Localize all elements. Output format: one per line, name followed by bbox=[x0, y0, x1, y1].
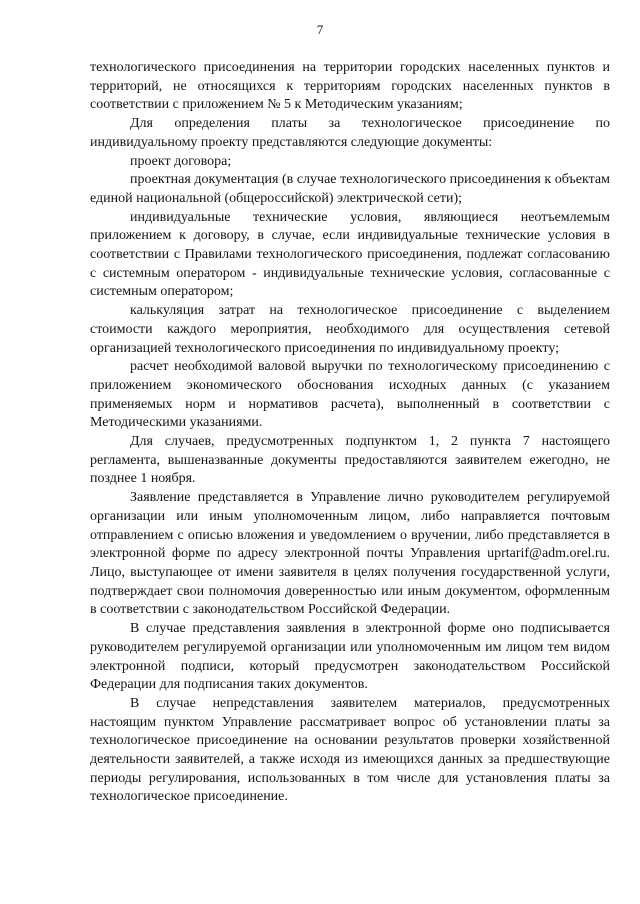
page-number: 7 bbox=[316, 22, 324, 37]
list-item-project-documentation: проектная документация (в случае технологического присоединения к объектам единой национальной (общероссийской) электрической сети); bbox=[90, 172, 610, 206]
list-item-revenue-calculation: расчет необходимой валовой выручки по технологическому присоединению с приложением экономического обоснования исходных данных (с указанием применяемых норм и нормативов расчета), выполненный в соответствии с Методическими указаниями. bbox=[90, 359, 610, 431]
paragraph-continuation: технологического присоединения на территории городских населенных пунктов и территорий, не относящихся к территориям городских населенных пунктов в соответствии с приложением № 5 к Методическим указаниям; bbox=[90, 60, 610, 113]
paragraph-non-submission: В случае непредставления заявителем материалов, предусмотренных настоящим пунктом Управление рассматривает вопрос об установлении платы за технологическое присоединение на основании результатов проверки хозяйственной деятельности заявителей, а также исходя из имеющихся данных за предшествующие периоды регулирования, использованных в том числе для установления платы за технологическое присоединение. bbox=[90, 695, 610, 805]
list-item-cost-calculation: калькуляция затрат на технологическое присоединение с выделением стоимости каждого мероприятия, необходимого для осуществления сетевой организацией технологического присоединения по индивидуальному проекту; bbox=[90, 303, 610, 356]
list-item-technical-conditions: индивидуальные технические условия, являющиеся неотъемлемым приложением к договору, в случае, если индивидуальные технические условия в соответствии с Правилами технологического присоединения, подлежат согласованию с системным оператором - индивидуальные технические условия, согласованные с системным оператором; bbox=[90, 209, 610, 300]
paragraph-application-submission: Заявление представляется в Управление лично руководителем регулируемой организации или иным уполномоченным лицом, либо направляется почтовым отправлением с описью вложения и уведомлением о вручении, либо представляется в электронной форме по адресу электронной почты Управления uprtarif@adm.orel.ru. Лицо, выступающее от имени заявителя в целях получения государственной услуги, подтверждает свои полномочия доверенностью или иным документом, оформленным в соответствии с законодательством Российской Федерации. bbox=[90, 490, 610, 618]
list-item-contract-draft: проект договора; bbox=[130, 153, 232, 169]
paragraph-annual-deadline: Для случаев, предусмотренных подпунктом 1, 2 пункта 7 настоящего регламента, вышеназванные документы предоставляются заявителем ежегодно, не позднее 1 ноября. bbox=[90, 434, 610, 487]
paragraph-electronic-signature: В случае представления заявления в электронной форме оно подписывается руководителем регулируемой организации или уполномоченным им лицом тем видом электронной подписи, который предусмотрен законодательством Российской Федерации для подписания таких документов. bbox=[90, 621, 610, 693]
paragraph-documents-intro: Для определения платы за технологическое присоединение по индивидуальному проекту представляются следующие документы: bbox=[90, 116, 610, 150]
document-body bbox=[90, 59, 610, 807]
